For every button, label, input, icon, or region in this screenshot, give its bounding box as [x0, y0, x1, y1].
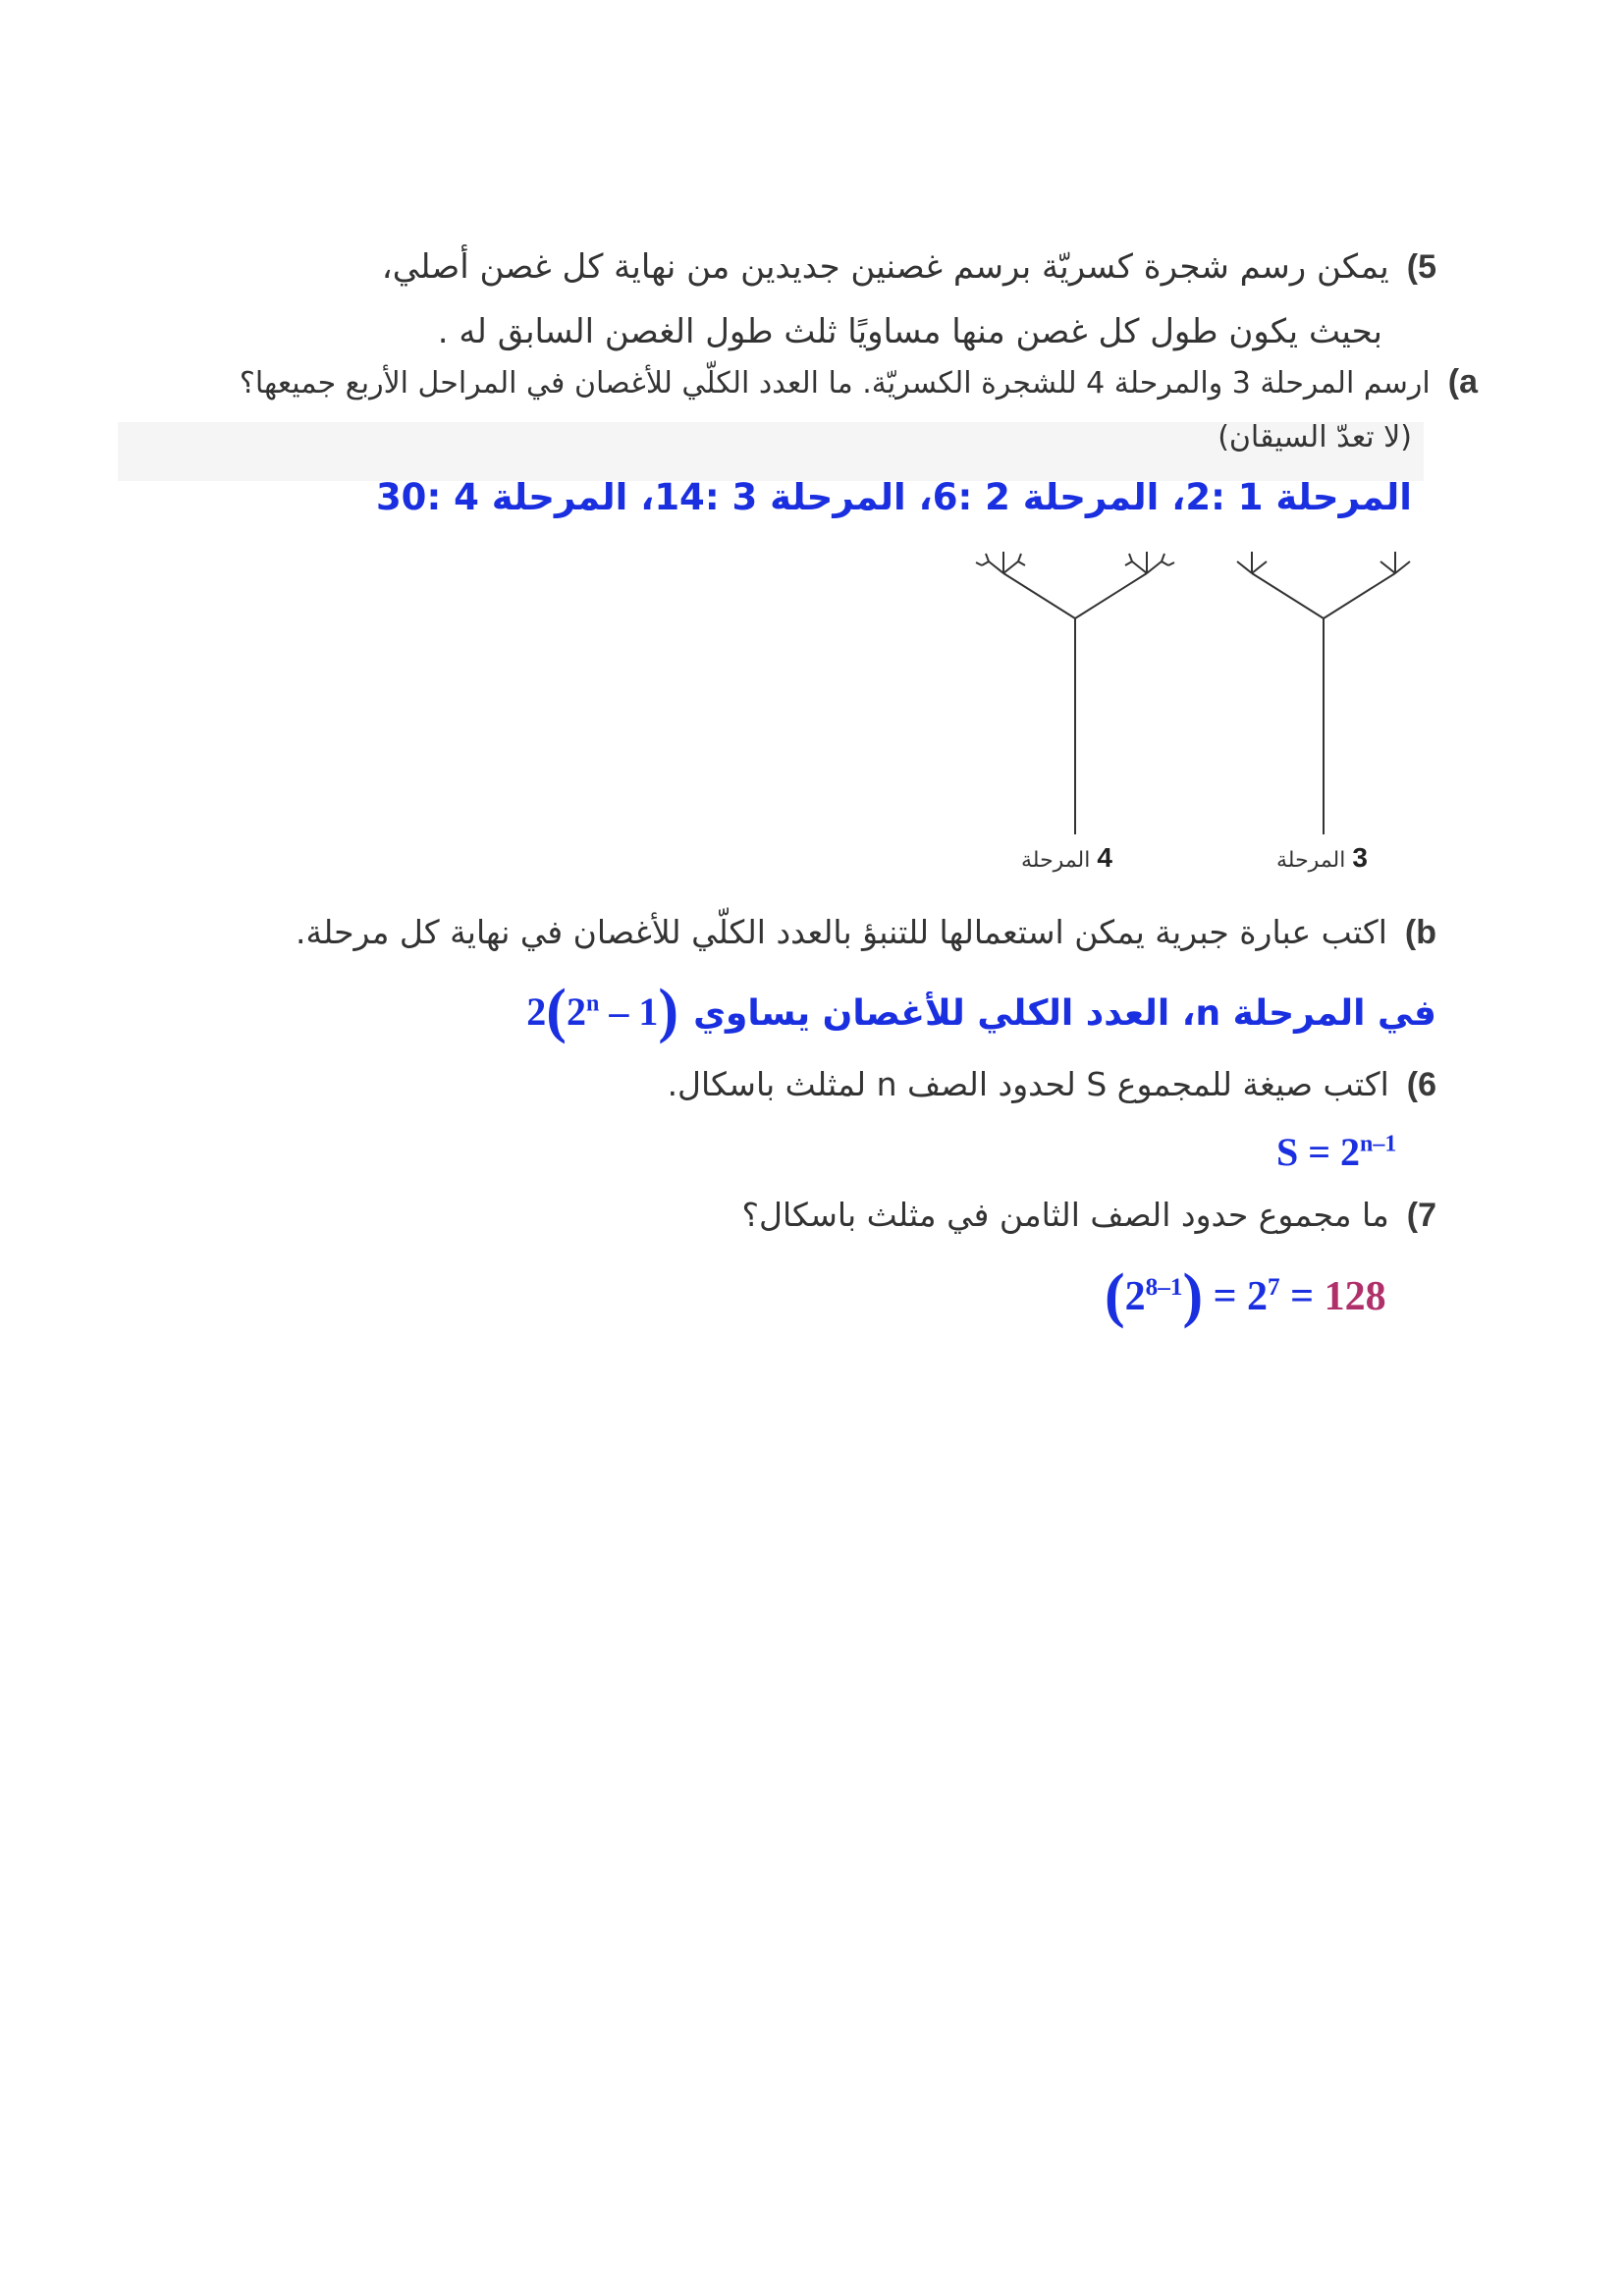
question-6-answer: $S = 2^{n-1}$ — [1276, 1130, 1397, 1174]
part-b — [296, 913, 1436, 952]
part-b-formula: 2(2$^n$ – 1) — [526, 978, 678, 1044]
part-b-text: اكتب عبارة جبرية يمكن استعمالها للتنبؤ بالعدد الكلّي للأغصان في نهاية كل مرحلة. — [296, 913, 1387, 951]
part-a-letter: a) — [1447, 363, 1478, 400]
question-7-answer: $(2^{8-1}) = 2^7 = 128$ — [1105, 1262, 1386, 1329]
stage-3-tree — [1237, 552, 1410, 834]
fractal-tree-figure — [943, 550, 1453, 834]
stage-4-tree — [976, 552, 1174, 834]
stage-4-label: 4 المرحلة — [1021, 842, 1112, 873]
question-5-line2: بحيث يكون طول كل غصن منها مساويًا ثلث طول الغصن السابق له . — [437, 312, 1382, 351]
question-7 — [742, 1196, 1437, 1235]
question-6-number: 6) — [1406, 1066, 1436, 1103]
question-6 — [668, 1065, 1436, 1104]
question-5-line1: 5)يمكن رسم شجرة كسريّة برسم غصنين جديدين من نهاية كل غصن أصلي، — [381, 247, 1436, 287]
question-6-text: اكتب صيغة للمجموع S لحدود الصف n لمثلث باسكال. — [667, 1065, 1389, 1103]
question-5 — [258, 247, 1436, 287]
part-b-letter: b) — [1404, 914, 1436, 951]
question-7-number: 7) — [1406, 1197, 1436, 1234]
question-5-number: 5) — [1406, 248, 1436, 286]
part-a — [240, 363, 1478, 401]
part-b-answer — [526, 977, 1436, 1046]
part-a-note: (لا تعدّ السيقان) — [1217, 420, 1412, 454]
part-a-answer: المرحلة 1 :2، المرحلة 2 :6، المرحلة 3 :14، المرحلة 4 :30 — [375, 476, 1412, 518]
part-a-text: ارسم المرحلة 3 والمرحلة 4 للشجرة الكسريّة. ما العدد الكلّي للأغصان في المراحل الأربع جميعها؟ — [239, 366, 1431, 400]
question-7-text: ما مجموع حدود الصف الثامن في مثلث باسكال؟ — [741, 1196, 1389, 1234]
question-7-result: 128 — [1324, 1274, 1386, 1319]
part-b-answer-text: في المرحلة n، العدد الكلي للأغصان يساوي — [693, 993, 1436, 1034]
stage-3-label: 3 المرحلة — [1276, 842, 1368, 873]
